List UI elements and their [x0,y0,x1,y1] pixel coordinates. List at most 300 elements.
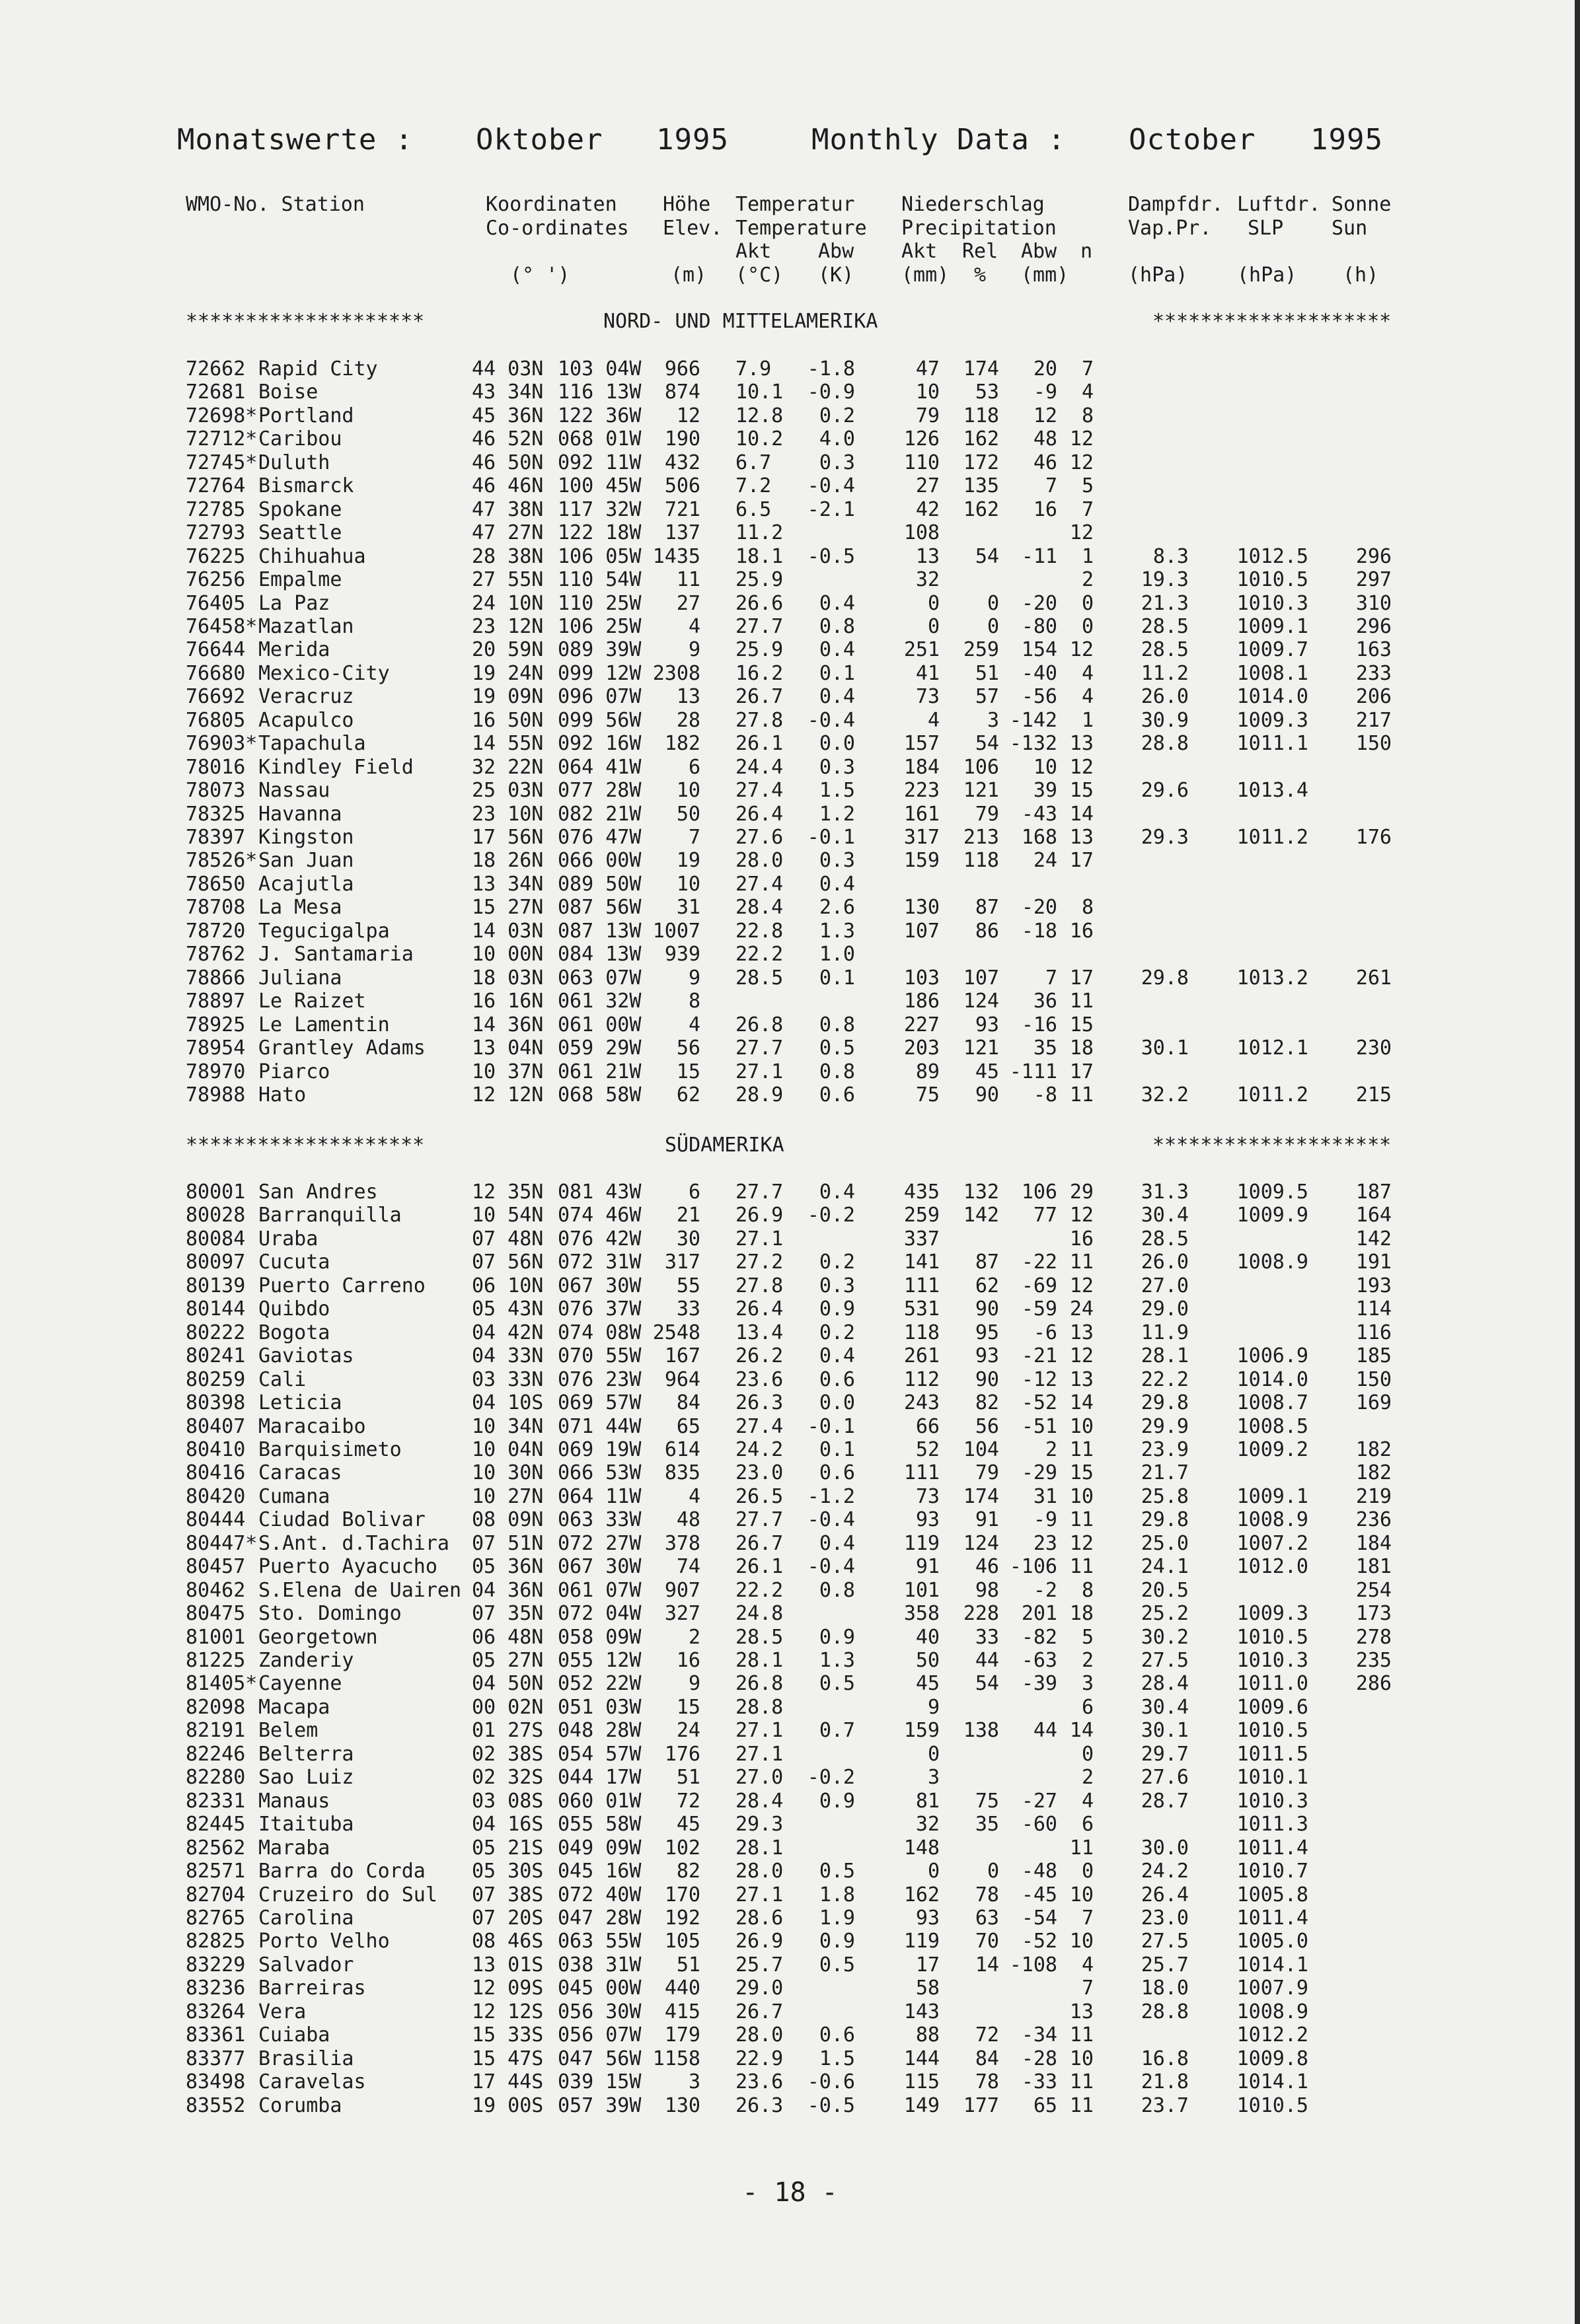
precip-akt: 110 [903,451,940,474]
temp-abw: -2.1 [807,497,855,521]
wmo-number: 83236 [186,1977,246,2000]
station-name: Chihuahua [258,544,366,568]
page-number: - 18 - [742,2177,838,2208]
precip-abw: 7 [1045,966,1057,990]
precip-rel: 54 [975,544,999,568]
sea-level-pressure: 1011.5 [1236,1742,1308,1766]
precip-days: 17 [1069,849,1094,873]
precip-rel: 177 [963,2093,999,2117]
station-name: Uraba [258,1227,319,1251]
precip-rel: 82 [975,1391,999,1415]
vapour-pressure: 27.5 [1141,1930,1189,1953]
elevation: 378 [664,1531,700,1555]
sea-level-pressure: 1010.3 [1236,1649,1308,1672]
latitude: 25 03N [472,779,544,803]
precip-akt: 93 [915,1906,940,1930]
longitude: 081 43W [558,1180,642,1204]
station-name: Kingston [258,826,354,849]
elevation: 55 [676,1274,700,1297]
station-name: Piarco [258,1060,330,1083]
precip-abw: -52 [1021,1391,1057,1415]
sunshine: 191 [1355,1251,1392,1274]
vapour-pressure: 28.4 [1141,1672,1189,1696]
elevation: 72 [676,1789,700,1813]
precip-abw: 7 [1045,474,1057,498]
precip-abw: 16 [1033,497,1057,521]
latitude: 10 54N [472,1204,544,1227]
precip-rel: 172 [963,451,999,474]
temp-abw: -0.5 [807,544,855,568]
elevation: 74 [676,1555,700,1579]
sea-level-pressure: 1012.0 [1236,1555,1308,1579]
precip-abw: -82 [1021,1625,1057,1649]
wmo-number: 78897 [186,990,246,1013]
section-title: SÜDAMERIKA [665,1134,784,1157]
station-name: La Mesa [258,896,342,920]
precip-abw: -6 [1033,1321,1057,1344]
precip-abw: -52 [1021,1930,1057,1953]
temp-akt: 27.1 [735,1883,784,1906]
precip-abw: -142 [1009,708,1057,732]
precip-rel: 213 [963,826,999,849]
precip-days: 2 [1081,1766,1094,1790]
elevation: 3 [688,2070,700,2094]
station-name: Acapulco [258,708,354,732]
precip-abw: 154 [1021,638,1057,662]
header-sun-de: Sonne [1332,193,1392,216]
precip-akt: 259 [903,1204,940,1227]
wmo-number: 80444 [186,1508,246,1532]
elevation: 51 [676,1953,700,1977]
precip-days: 13 [1069,1321,1094,1344]
precip-abw: -12 [1021,1367,1057,1391]
sea-level-pressure: 1009.3 [1236,1602,1308,1626]
precip-days: 6 [1081,1813,1094,1836]
precip-days: 13 [1069,1367,1094,1391]
wmo-number: 72662 [186,357,246,381]
precip-rel: 56 [975,1414,999,1438]
sea-level-pressure: 1010.5 [1236,568,1308,592]
elevation: 15 [676,1060,700,1083]
latitude: 05 36N [472,1555,544,1579]
precip-rel: 35 [975,1813,999,1836]
temp-akt: 26.9 [735,1930,784,1953]
longitude: 071 44W [558,1414,642,1438]
station-name: Caravelas [258,2070,366,2094]
station-name: Belem [258,1719,319,1743]
longitude: 092 16W [558,732,642,756]
station-name: Manaus [258,1789,330,1813]
precip-akt: 119 [903,1930,940,1953]
precip-days: 12 [1069,755,1094,779]
precip-rel: 0 [987,614,999,638]
header-slp-unit: (hPa) [1237,264,1297,287]
temp-abw: 0.8 [819,1013,855,1036]
station-name: Cayenne [258,1672,342,1696]
latitude: 02 38S [472,1742,544,1766]
temp-akt: 26.9 [735,1204,784,1227]
sunshine: 193 [1355,1274,1392,1297]
precip-abw: -9 [1033,381,1057,404]
precip-akt: 52 [915,1437,940,1461]
vapour-pressure: 28.5 [1141,1227,1189,1251]
temp-akt: 12.8 [735,404,784,427]
temp-abw: 1.5 [819,2047,855,2070]
precip-rel: 51 [975,661,999,685]
precip-rel: 228 [963,1602,999,1626]
latitude: 12 12N [472,1083,544,1107]
longitude: 089 39W [558,638,642,662]
precip-abw: -29 [1021,1461,1057,1485]
wmo-number: 78954 [186,1036,246,1060]
wmo-number: 80097 [186,1251,246,1274]
temp-akt: 25.7 [735,1953,784,1977]
latitude: 07 35N [472,1602,544,1626]
precip-rel: 107 [963,966,999,990]
sea-level-pressure: 1009.3 [1236,708,1308,732]
precip-abw: 2 [1045,1437,1057,1461]
vapour-pressure: 27.5 [1141,1649,1189,1672]
latitude: 06 10N [472,1274,544,1297]
sea-level-pressure: 1009.9 [1236,1204,1308,1227]
longitude: 066 00W [558,849,642,873]
latitude: 10 00N [472,943,544,966]
temp-abw: 0.2 [819,404,855,427]
precip-rel: 57 [975,685,999,709]
scan-edge [1575,0,1580,2324]
sunshine: 278 [1355,1625,1392,1649]
precip-days: 0 [1081,614,1094,638]
longitude: 068 01W [558,427,642,451]
precip-abw: -16 [1021,1013,1057,1036]
wmo-number: 80475 [186,1602,246,1626]
temp-abw: -0.1 [807,826,855,849]
temp-abw: 0.6 [819,1367,855,1391]
precip-days: 12 [1069,638,1094,662]
precip-days: 13 [1069,2000,1094,2023]
elevation: 4 [688,1013,700,1036]
precip-akt: 358 [903,1602,940,1626]
title-de-label: Monatswerte : [177,123,414,157]
temp-akt: 28.8 [735,1695,784,1719]
longitude: 076 23W [558,1367,642,1391]
elevation: 84 [676,1391,700,1415]
longitude: 069 19W [558,1437,642,1461]
precip-akt: 251 [903,638,940,662]
latitude: 46 46N [472,474,544,498]
wmo-number: 83552 [186,2093,246,2117]
vapour-pressure: 29.8 [1141,1391,1189,1415]
station-name: Cumana [258,1484,330,1508]
wmo-number: 78866 [186,966,246,990]
precip-akt: 42 [915,497,940,521]
precip-days: 12 [1069,1204,1094,1227]
precip-days: 8 [1081,896,1094,920]
temp-abw: 0.8 [819,1578,855,1602]
precip-akt: 161 [903,802,940,826]
elevation: 9 [688,638,700,662]
elevation: 50 [676,802,700,826]
temp-akt: 27.6 [735,826,784,849]
latitude: 03 08S [472,1789,544,1813]
wmo-number: 80398 [186,1391,246,1415]
temp-akt: 28.9 [735,1083,784,1107]
temp-akt: 26.1 [735,1555,784,1579]
temp-abw: 0.1 [819,966,855,990]
latitude: 02 32S [472,1766,544,1790]
temp-abw: -0.6 [807,2070,855,2094]
latitude: 16 16N [472,990,544,1013]
precip-akt: 115 [903,2070,940,2094]
station-name: Havanna [258,802,342,826]
temp-abw: 0.3 [819,755,855,779]
latitude: 46 52N [472,427,544,451]
longitude: 074 46W [558,1204,642,1227]
precip-abw: -56 [1021,685,1057,709]
temp-abw: 0.4 [819,1531,855,1555]
latitude: 06 48N [472,1625,544,1649]
vapour-pressure: 30.2 [1141,1625,1189,1649]
temp-abw: 0.3 [819,849,855,873]
precip-akt: 0 [927,1742,940,1766]
precip-days: 15 [1069,1013,1094,1036]
header-sun-en: Sun [1332,217,1368,240]
sea-level-pressure: 1012.2 [1236,2023,1308,2047]
precip-rel: 106 [963,755,999,779]
latitude: 14 36N [472,1013,544,1036]
elevation: 835 [664,1461,700,1485]
wmo-number: 78925 [186,1013,246,1036]
temp-akt: 27.0 [735,1766,784,1790]
precip-days: 4 [1081,1789,1094,1813]
header-sun-unit: (h) [1343,264,1379,287]
elevation: 176 [664,1742,700,1766]
temp-akt: 10.2 [735,427,784,451]
precip-abw: -63 [1021,1649,1057,1672]
sunshine: 169 [1355,1391,1392,1415]
temp-abw: 0.6 [819,1461,855,1485]
wmo-number: 80144 [186,1297,246,1321]
precip-rel: 63 [975,1906,999,1930]
longitude: 063 07W [558,966,642,990]
section-stars-right: ******************** [1152,1134,1392,1157]
elevation: 16 [676,1649,700,1672]
precip-rel: 98 [975,1578,999,1602]
vapour-pressure: 22.2 [1141,1367,1189,1391]
title-en-month: October [1129,123,1256,157]
wmo-number: 83361 [186,2023,246,2047]
precip-days: 10 [1069,1484,1094,1508]
longitude: 054 57W [558,1742,642,1766]
sunshine: 254 [1355,1578,1392,1602]
sea-level-pressure: 1010.5 [1236,2093,1308,2117]
latitude: 04 10S [472,1391,544,1415]
sunshine: 142 [1355,1227,1392,1251]
precip-days: 7 [1081,1977,1094,2000]
elevation: 8 [688,990,700,1013]
header-temp-akt-unit: (°C) [735,264,784,287]
vapour-pressure: 32.2 [1141,1083,1189,1107]
precip-akt: 93 [915,1508,940,1532]
vapour-pressure: 19.3 [1141,568,1189,592]
longitude: 110 25W [558,591,642,615]
temp-akt: 29.0 [735,1977,784,2000]
wmo-number: 72793 [186,521,246,545]
precip-abw: -40 [1021,661,1057,685]
precip-days: 10 [1069,1883,1094,1906]
longitude: 106 05W [558,544,642,568]
wmo-number: 72764 [186,474,246,498]
precip-akt: 4 [927,708,940,732]
station-name: Empalme [258,568,342,592]
longitude: 055 58W [558,1813,642,1836]
wmo-number: 78708 [186,896,246,920]
vapour-pressure: 26.0 [1141,1251,1189,1274]
latitude: 12 09S [472,1977,544,2000]
temp-akt: 26.8 [735,1013,784,1036]
temp-abw: 0.4 [819,685,855,709]
elevation: 51 [676,1766,700,1790]
precip-abw: 39 [1033,779,1057,803]
wmo-number: 78762 [186,943,246,966]
precip-abw: -45 [1021,1883,1057,1906]
elevation: 192 [664,1906,700,1930]
temp-abw: 0.8 [819,614,855,638]
precip-days: 0 [1081,591,1094,615]
header-vap-unit: (hPa) [1128,264,1188,287]
elevation: 65 [676,1414,700,1438]
precip-akt: 159 [903,849,940,873]
title-de-year: 1995 [656,123,729,157]
station-name: Barra do Corda [258,1860,426,1883]
sunshine: 185 [1355,1344,1392,1368]
precip-akt: 0 [927,591,940,615]
latitude: 10 37N [472,1060,544,1083]
longitude: 061 07W [558,1578,642,1602]
precip-rel: 86 [975,919,999,943]
vapour-pressure: 27.6 [1141,1766,1189,1790]
temp-abw: 0.3 [819,1274,855,1297]
precip-akt: 243 [903,1391,940,1415]
precip-akt: 119 [903,1531,940,1555]
precip-rel: 70 [975,1930,999,1953]
temp-abw: 1.3 [819,919,855,943]
wmo-number: 78016 [186,755,246,779]
wmo-number: 83229 [186,1953,246,1977]
sea-level-pressure: 1005.0 [1236,1930,1308,1953]
station-name: Bogota [258,1321,330,1344]
precip-rel: 162 [963,497,999,521]
vapour-pressure: 31.3 [1141,1180,1189,1204]
precip-akt: 13 [915,544,940,568]
elevation: 939 [664,943,700,966]
precip-akt: 159 [903,1719,940,1743]
temp-abw: 0.8 [819,1060,855,1083]
longitude: 047 56W [558,2047,642,2070]
temp-akt: 24.8 [735,1602,784,1626]
wmo-number: 72698* [186,404,258,427]
precip-days: 1 [1081,708,1094,732]
sea-level-pressure: 1010.7 [1236,1860,1308,1883]
longitude: 048 28W [558,1719,642,1743]
wmo-number: 82562 [186,1836,246,1860]
precip-akt: 81 [915,1789,940,1813]
station-name: Mexico-City [258,661,390,685]
wmo-number: 76225 [186,544,246,568]
longitude: 100 45W [558,474,642,498]
sea-level-pressure: 1008.9 [1236,1508,1308,1532]
latitude: 03 33N [472,1367,544,1391]
precip-days: 15 [1069,1461,1094,1485]
elevation: 2 [688,1625,700,1649]
longitude: 072 27W [558,1531,642,1555]
wmo-number: 80410 [186,1437,246,1461]
precip-days: 8 [1081,404,1094,427]
precip-abw: 65 [1033,2093,1057,2117]
temp-abw: -0.4 [807,1555,855,1579]
temp-akt: 26.6 [735,591,784,615]
header-temp-abw-unit: (K) [818,264,854,287]
sunshine: 219 [1355,1484,1392,1508]
sunshine: 114 [1355,1297,1392,1321]
temp-abw: 0.2 [819,1251,855,1274]
temp-abw: -1.2 [807,1484,855,1508]
station-name: Seattle [258,521,342,545]
precip-days: 0 [1081,1860,1094,1883]
vapour-pressure: 29.6 [1141,779,1189,803]
elevation: 721 [664,497,700,521]
precip-rel: 78 [975,1883,999,1906]
temp-abw: 0.5 [819,1672,855,1696]
station-name: Le Raizet [258,990,366,1013]
sea-level-pressure: 1009.2 [1236,1437,1308,1461]
precip-rel: 3 [987,708,999,732]
wmo-number: 80259 [186,1367,246,1391]
station-name: Cali [258,1367,307,1391]
temp-abw: -1.8 [807,357,855,381]
vapour-pressure: 29.8 [1141,1508,1189,1532]
header-coords-en: Co-ordinates [486,217,629,240]
wmo-number: 82331 [186,1789,246,1813]
longitude: 070 55W [558,1344,642,1368]
elevation: 56 [676,1036,700,1060]
vapour-pressure: 11.2 [1141,661,1189,685]
temp-akt: 22.2 [735,943,784,966]
temp-akt: 26.8 [735,1672,784,1696]
precip-abw: -59 [1021,1297,1057,1321]
precip-rel: 54 [975,1672,999,1696]
precip-days: 7 [1081,357,1094,381]
longitude: 051 03W [558,1695,642,1719]
wmo-number: 82571 [186,1860,246,1883]
vapour-pressure: 21.3 [1141,591,1189,615]
latitude: 19 09N [472,685,544,709]
longitude: 047 28W [558,1906,642,1930]
sunshine: 236 [1355,1508,1392,1532]
longitude: 045 00W [558,1977,642,2000]
header-precip-abw-unit: (mm) [1021,264,1069,287]
elevation: 506 [664,474,700,498]
precip-days: 12 [1069,1344,1094,1368]
temp-akt: 27.8 [735,1274,784,1297]
station-name: Merida [258,638,330,662]
vapour-pressure: 30.0 [1141,1836,1189,1860]
station-name: Puerto Ayacucho [258,1555,437,1579]
temp-akt: 26.3 [735,1391,784,1415]
precip-akt: 107 [903,919,940,943]
precip-days: 17 [1069,966,1094,990]
sea-level-pressure: 1012.5 [1236,544,1308,568]
